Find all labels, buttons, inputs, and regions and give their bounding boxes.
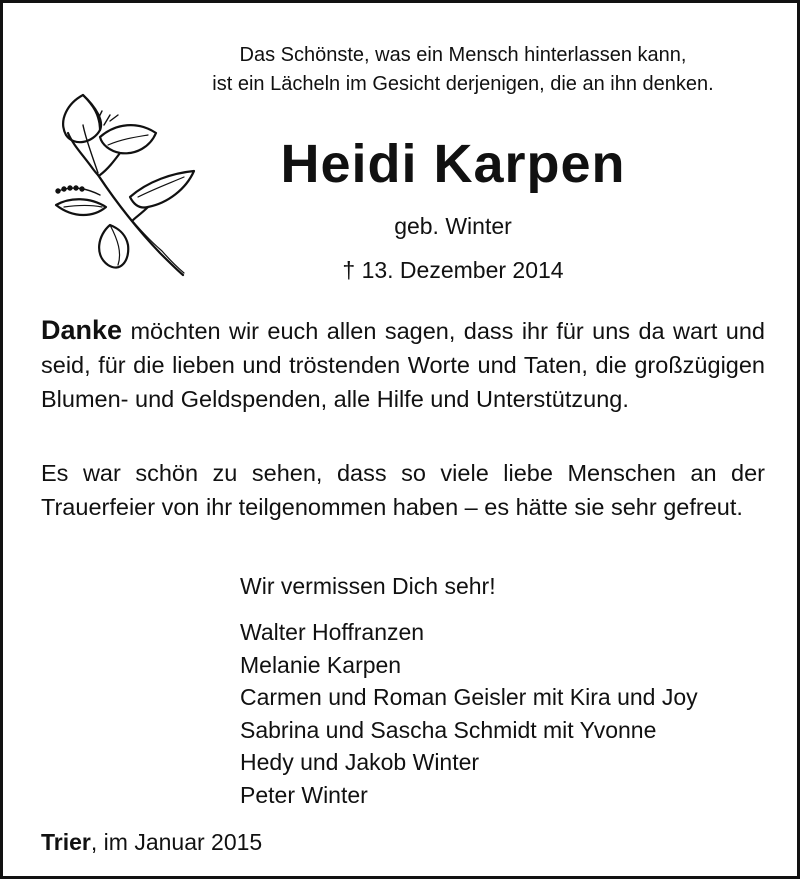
quote-line: Das Schönste, was ein Mensch hinterlassen kann, [239,44,687,66]
calla-lily-icon [38,85,203,285]
signer: Walter Hoffranzen [240,619,425,645]
death-date: † 13. Dezember 2014 [342,257,564,283]
thanks-lead-word: Danke [41,315,123,345]
deceased-name: Heidi Karpen [280,134,626,194]
quote-line: ist ein Lächeln im Gesicht derjenigen, die an ihn denken. [212,73,714,95]
thanks-text: möchten wir euch allen sagen, dass ihr für uns da wart und seid, für die lieben und tröstenden Worte und Taten, die großzügigen Blumen- und Geldspenden, alle Hilfe und Unterstützung. [41,318,765,412]
signer: Carmen und Roman Geisler mit Kira und Joy [240,684,698,710]
miss-line: Wir vermissen Dich sehr! [240,573,496,599]
signers-list [240,616,698,811]
signer: Melanie Karpen [240,651,402,678]
signer: Hedy und Jakob Winter [240,749,480,775]
place-and-date [41,826,262,858]
date-text: , im Januar 2015 [90,829,263,855]
birth-name: geb. Winter [394,213,512,239]
signer: Sabrina und Sascha Schmidt mit Yvonne [240,716,657,743]
signer: Peter Winter [240,781,368,808]
memorial-quote [153,41,773,99]
place-name: Trier [41,829,91,855]
thanks-paragraph [41,313,765,416]
funeral-paragraph: Es war schön zu sehen, dass so viele liebe Menschen an der Trauerfeier von ihr teilgenommen haben – es hätte sie sehr gefreut. [41,460,765,520]
